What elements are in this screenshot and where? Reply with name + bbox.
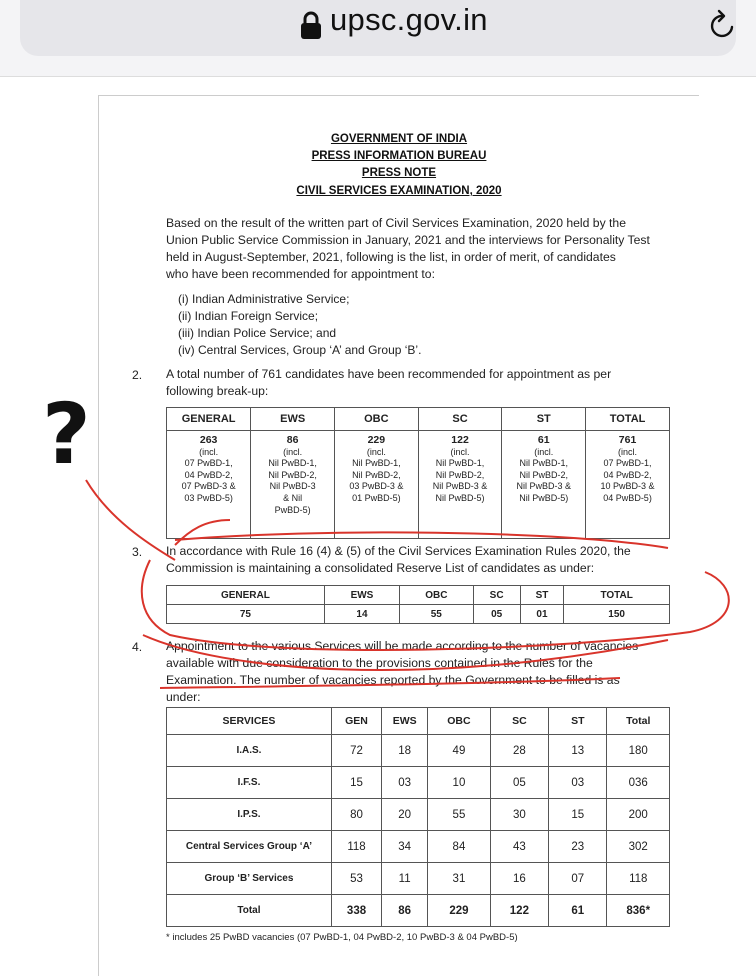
cell-line: Nil PwBD-1, [435, 458, 485, 469]
table-cell: 30 [490, 799, 548, 831]
table-cell: 150 [564, 605, 670, 624]
col-header: GENERAL [167, 586, 325, 605]
cell-line: 04 PwBD-2, [603, 469, 652, 480]
table-cell: 23 [549, 831, 607, 863]
service-name: I.A.S. [167, 735, 332, 767]
col-header: ST [502, 408, 586, 431]
cell-line: Nil PwBD-5) [519, 492, 569, 503]
cell-line: 07 PwBD-1, [184, 458, 233, 469]
table-cell: 80 [331, 799, 381, 831]
cell-line: 03 PwBD-3 & [349, 481, 404, 492]
intro-line: held in August-September, 2021, following is the list, in order of merit, of candidates [166, 250, 616, 264]
table-cell: 03 [382, 767, 428, 799]
intro-line: Based on the result of the written part of Civil Services Examination, 2020 held by the [166, 216, 626, 230]
service-item: (ii) Indian Foreign Service; [178, 309, 319, 323]
table-cell: 200 [607, 799, 670, 831]
service-name: Total [167, 895, 332, 927]
cell-line: Nil PwBD-2, [268, 469, 317, 480]
para2-line: following break-up: [166, 384, 269, 398]
cell-line: Nil PwBD-1, [352, 458, 401, 469]
cell-line: Nil PwBD-1, [519, 458, 569, 469]
col-header: GENERAL [167, 408, 251, 431]
para-number: 2. [132, 368, 143, 382]
table-cell: 180 [607, 735, 670, 767]
para4-line: available with due consideration to the provisions contained in the Rules for the [166, 656, 593, 670]
cell-line: Nil PwBD-3 & [432, 481, 488, 492]
cell-total: 761 [618, 434, 637, 446]
col-header: TOTAL [586, 408, 670, 431]
col-header: EWS [251, 408, 335, 431]
table-cell: 20 [382, 799, 428, 831]
cell-line: (incl. [450, 446, 470, 457]
table-cell: 55 [428, 799, 490, 831]
heading-govt: GOVERNMENT OF INDIA [330, 133, 468, 145]
col-header: SERVICES [167, 708, 332, 735]
service-item: (iii) Indian Police Service; and [178, 326, 337, 340]
para3-line: Commission is maintaining a consolidated Reserve List of candidates as under: [166, 561, 595, 575]
table-cell: 11 [382, 863, 428, 895]
col-header: EWS [382, 708, 428, 735]
cell-total: 263 [199, 434, 218, 446]
cell-total: 229 [367, 434, 386, 446]
para4-line: Examination. The number of vacancies reported by the Government to be filled is as [166, 673, 620, 687]
para4-line: Appointment to the various Services will be made according to the number of vacancies [166, 639, 639, 653]
heading-exam: CIVIL SERVICES EXAMINATION, 2020 [296, 185, 502, 197]
table-cell: 14 [324, 605, 399, 624]
table-cell: 86 [382, 895, 428, 927]
cell-line: 07 PwBD-3 & [181, 481, 236, 492]
col-header: GEN [331, 708, 381, 735]
table-cell: 55 [400, 605, 473, 624]
table-cell: 15 [331, 767, 381, 799]
para2-line: A total number of 761 candidates have been recommended for appointment as per [166, 367, 612, 381]
cell-line: (incl. [366, 446, 386, 457]
table-cell: 43 [490, 831, 548, 863]
service-name: Group ‘B’ Services [167, 863, 332, 895]
table-cell: 118 [331, 831, 381, 863]
heading-pib: PRESS INFORMATION BUREAU [311, 150, 487, 162]
table-cell: 28 [490, 735, 548, 767]
heading-press-note: PRESS NOTE [361, 167, 437, 179]
col-header: Total [607, 708, 670, 735]
col-header: SC [473, 586, 520, 605]
cell-line: Nil PwBD-2, [519, 469, 569, 480]
cell-line: 10 PwBD-3 & [600, 481, 655, 492]
table-cell: 34 [382, 831, 428, 863]
cell-line: PwBD-5) [274, 504, 311, 515]
para3-line: In accordance with Rule 16 (4) & (5) of the Civil Services Examination Rules 2020, the [166, 544, 631, 558]
footnote: * includes 25 PwBD vacancies (07 PwBD-1, 04 PwBD-2, 10 PwBD-3 & 04 PwBD-5) [166, 932, 518, 943]
service-name: Central Services Group ‘A’ [167, 831, 332, 863]
col-header: OBC [335, 408, 419, 431]
table-cell: 16 [490, 863, 548, 895]
table-cell: 75 [167, 605, 325, 624]
table-cell: 836* [607, 895, 670, 927]
table-cell: 84 [428, 831, 490, 863]
service-item: (i) Indian Administrative Service; [178, 292, 350, 306]
col-header: OBC [428, 708, 490, 735]
intro-line: who have been recommended for appointment to: [166, 267, 435, 281]
col-header: SC [418, 408, 502, 431]
table-cell: 18 [382, 735, 428, 767]
table-cell: 10 [428, 767, 490, 799]
cell-line: (incl. [534, 446, 554, 457]
col-header: ST [520, 586, 564, 605]
cell-line: 07 PwBD-1, [603, 458, 652, 469]
table-cell: 49 [428, 735, 490, 767]
cell-line: & Nil [283, 492, 303, 503]
service-item: (iv) Central Services, Group ‘A’ and Group ‘B’. [178, 343, 422, 357]
para-number: 3. [132, 545, 143, 559]
col-header: ST [549, 708, 607, 735]
table-cell: 036 [607, 767, 670, 799]
col-header: TOTAL [564, 586, 670, 605]
table-cell: 302 [607, 831, 670, 863]
table-cell: 07 [549, 863, 607, 895]
cell-line: (incl. [283, 446, 303, 457]
cell-line: Nil PwBD-3 [269, 481, 316, 492]
cell-line: Nil PwBD-5) [435, 492, 485, 503]
cell-line: (incl. [199, 446, 219, 457]
table-cell: 05 [473, 605, 520, 624]
table-cell: 122 [490, 895, 548, 927]
cell-line: Nil PwBD-2, [352, 469, 401, 480]
cell-total: 122 [451, 434, 469, 446]
table-cell: 53 [331, 863, 381, 895]
para-number: 4. [132, 640, 143, 654]
cell-line: 01 PwBD-5) [352, 492, 401, 503]
table-cell: 338 [331, 895, 381, 927]
col-header: OBC [400, 586, 473, 605]
table-cell: 118 [607, 863, 670, 895]
intro-line: Union Public Service Commission in January, 2021 and the interviews for Personality Test [166, 233, 650, 247]
table-cell: 31 [428, 863, 490, 895]
cell-line: Nil PwBD-1, [268, 458, 317, 469]
para4-line: under: [166, 690, 201, 704]
table-cell: 72 [331, 735, 381, 767]
col-header: EWS [324, 586, 399, 605]
table-cell: 229 [428, 895, 490, 927]
col-header: SC [490, 708, 548, 735]
cell-line: Nil PwBD-3 & [516, 481, 572, 492]
question-mark: ? [42, 385, 91, 483]
service-name: I.F.S. [167, 767, 332, 799]
table-cell: 13 [549, 735, 607, 767]
table-cell: 61 [549, 895, 607, 927]
cell-line: Nil PwBD-2, [435, 469, 485, 480]
cell-line: (incl. [618, 446, 638, 457]
table-cell: 15 [549, 799, 607, 831]
cell-line: 04 PwBD-5) [603, 492, 652, 503]
cell-line: 03 PwBD-5) [184, 492, 233, 503]
table-cell: 05 [490, 767, 548, 799]
url-text[interactable]: upsc.gov.in [330, 2, 488, 37]
table-cell: 03 [549, 767, 607, 799]
table-cell: 01 [520, 605, 564, 624]
cell-line: 04 PwBD-2, [184, 469, 233, 480]
service-name: I.P.S. [167, 799, 332, 831]
cell-total: 61 [537, 434, 550, 446]
cell-total: 86 [286, 434, 299, 446]
